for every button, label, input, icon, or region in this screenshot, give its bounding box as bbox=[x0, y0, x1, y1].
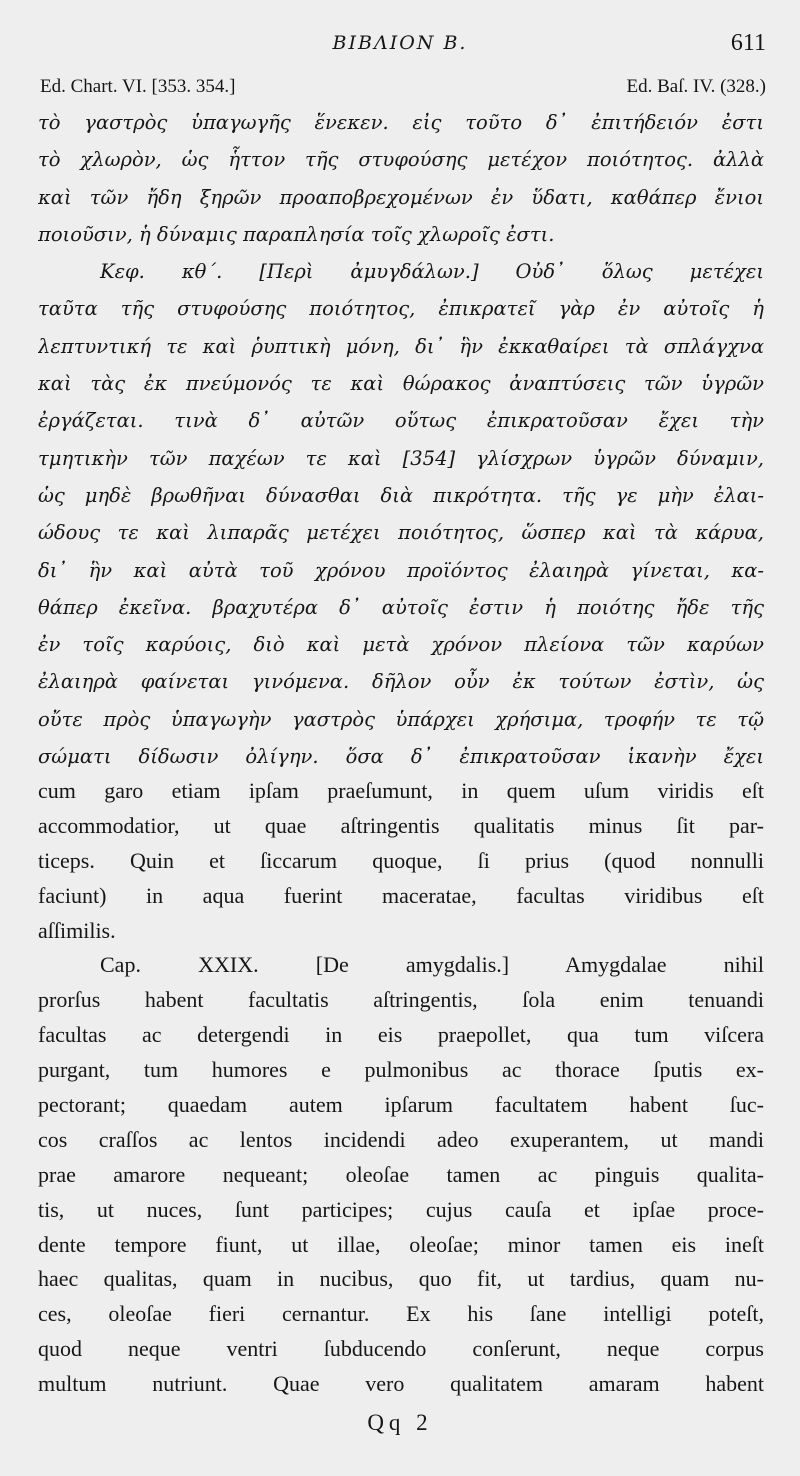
latin-line: prorſus habent facultatis aſtringentis, ſola enim tenuandi bbox=[38, 987, 764, 1013]
greek-line: τμητικὴν τῶν παχέων τε καὶ [354] γλίσχρων ὑγρῶν δύναμιν, bbox=[38, 446, 764, 470]
greek-line: δι᾽ ἣν καὶ αὐτὰ τοῦ χρόνου προϊόντος ἐλαιηρὰ γίνεται, κα- bbox=[38, 558, 764, 582]
edition-reference-left: Ed. Chart. VI. [353. 354.] bbox=[40, 76, 236, 97]
latin-line: pectorant; quaedam autem ipſarum facultatem habent ſuc- bbox=[38, 1092, 764, 1118]
page-number: 611 bbox=[730, 30, 766, 56]
greek-text-block bbox=[38, 104, 764, 775]
latin-line: ticeps. Quin et ſiccarum quoque, ſi prius (quod nonnulli bbox=[38, 847, 764, 873]
latin-line: accommodatior, ut quae aſtringentis qualitatis minus ſit par- bbox=[38, 812, 764, 838]
greek-line: τὸ γαστρὸς ὑπαγωγῆς ἕνεκεν. εἰς τοῦτο δ᾽ ἐπιτήδειόν ἐστι bbox=[38, 111, 764, 134]
edition-reference-right: Ed. Baſ. IV. (328.) bbox=[626, 76, 766, 97]
greek-line: καὶ τῶν ἤδη ξηρῶν προαποβρεχομένων ἐν ὕδατι, καθάπερ ἔνιοι bbox=[38, 185, 764, 209]
latin-line: purgant, tum humores e pulmonibus ac thorace ſputis ex- bbox=[38, 1057, 764, 1083]
greek-line: ἐργάζεται. τινὰ δ᾽ αὐτῶν οὕτως ἐπικρατοῦσαν ἔχει τὴν bbox=[38, 409, 764, 433]
latin-text-block bbox=[38, 774, 764, 1402]
latin-line: quod neque ventri ſubducendo conſerunt, neque corpus bbox=[38, 1336, 764, 1362]
greek-line: ἐλαιηρὰ φαίνεται γινόμενα. δῆλον οὖν ἐκ τούτων ἐστὶν, ὡς bbox=[38, 670, 764, 694]
latin-line: faciunt) in aqua fuerint maceratae, facultas viridibus eſt bbox=[38, 882, 764, 908]
greek-chapter-heading-line: Κεφ. κθ΄. [Περὶ ἀμυγδάλων.] Οὐδ᾽ ὅλως μετέχει bbox=[100, 260, 764, 284]
latin-line: tis, ut nuces, ſunt participes; cujus cauſa et ipſae proce- bbox=[38, 1196, 764, 1222]
greek-line: τὸ χλωρὸν, ὡς ἧττον τῆς στυφούσης μετέχον ποιότητος. ἀλλὰ bbox=[38, 148, 764, 172]
latin-line: aſſimilis. bbox=[38, 917, 116, 943]
latin-line: cos craſſos ac lentos incidendi adeo exuperantem, ut mandi bbox=[38, 1126, 764, 1152]
latin-line: haec qualitas, quam in nucibus, quo fit, ut tardius, quam nu- bbox=[38, 1266, 764, 1292]
latin-line: facultas ac detergendi in eis praepollet, qua tum viſcera bbox=[38, 1022, 764, 1048]
latin-line: ces, oleoſae fieri cernantur. Ex his ſane intelligi poteſt, bbox=[38, 1301, 764, 1327]
signature-mark: Qq 2 bbox=[367, 1410, 433, 1435]
latin-line: multum nutriunt. Quae vero qualitatem amaram habent bbox=[38, 1371, 764, 1397]
greek-line: ώδους τε καὶ λιπαρᾶς μετέχει ποιότητος, ὥσπερ καὶ τὰ κάρυα, bbox=[38, 521, 764, 545]
greek-line: ἐν τοῖς καρύοις, διὸ καὶ μετὰ χρόνον πλείονα τῶν καρύων bbox=[38, 633, 764, 657]
greek-line: ταῦτα τῆς στυφούσης ποιότητος, ἐπικρατεῖ γὰρ ἐν αὐτοῖς ἡ bbox=[38, 297, 764, 321]
greek-line: λεπτυντική τε καὶ ῥυπτικὴ μόνη, δι᾽ ἣν ἐκκαθαίρει τὰ σπλάγχνα bbox=[38, 334, 764, 358]
latin-line: cum garo etiam ipſam praeſumunt, in quem uſum viridis eſt bbox=[38, 778, 764, 803]
greek-line: θάπερ ἐκεῖνα. βραχυτέρα δ᾽ αὐτοῖς ἐστιν ἡ ποιότης ἤδε τῆς bbox=[38, 595, 764, 619]
latin-chapter-heading-line: Cap. XXIX. [De amygdalis.] Amygdalae nihil bbox=[100, 952, 764, 978]
running-title: ΒΙΒΛΙΟΝ Β. bbox=[332, 32, 468, 54]
greek-line: σώματι δίδωσιν ὀλίγην. ὅσα δ᾽ ἐπικρατοῦσαν ἱκανὴν ἔχει bbox=[38, 745, 764, 769]
greek-line: οὔτε πρὸς ὑπαγωγὴν γαστρὸς ὑπάρχει χρήσιμα, τροφήν τε τῷ bbox=[38, 707, 764, 731]
latin-line: dente tempore fiunt, ut illae, oleoſae; minor tamen eis ineſt bbox=[38, 1231, 764, 1257]
greek-line: ὡς μηδὲ βρωθῆναι δύνασθαι διὰ πικρότητα. τῆς γε μὴν ἐλαι- bbox=[38, 483, 764, 507]
latin-line: prae amarore nequeant; oleoſae tamen ac pinguis qualita- bbox=[38, 1161, 764, 1187]
greek-line: καὶ τὰς ἐκ πνεύμονός τε καὶ θώρακος ἀναπτύσεις τῶν ὑγρῶν bbox=[38, 372, 764, 396]
greek-line: ποιοῦσιν, ἡ δύναμις παραπλησία τοῖς χλωροῖς ἐστι. bbox=[38, 222, 555, 246]
